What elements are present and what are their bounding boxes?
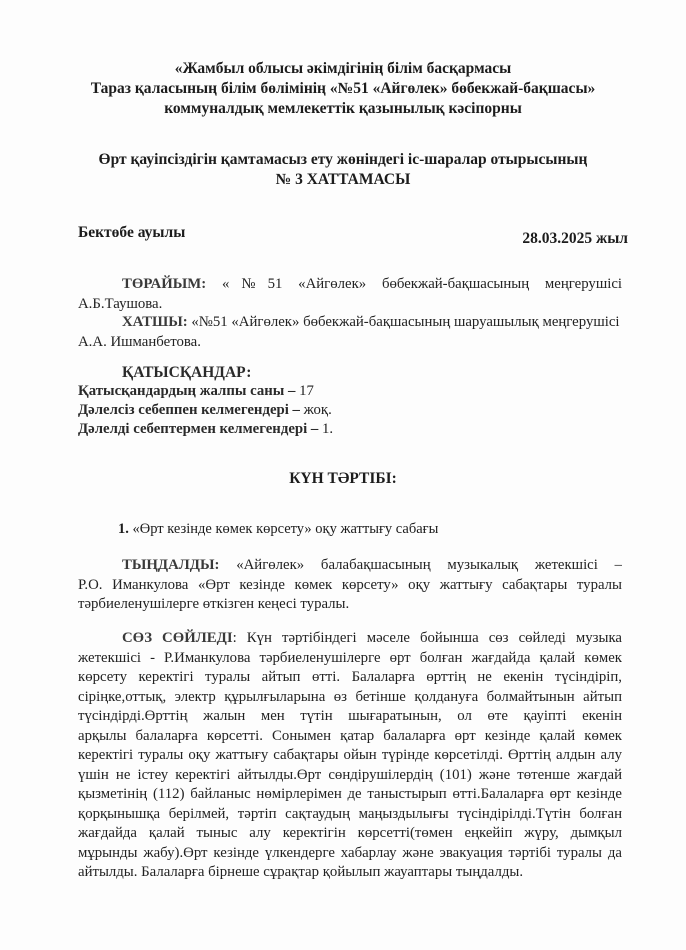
spoke-line: керектігі туралы оқу жаттығу сабақтары ойын түрінде көрсетілді. Өрттің алдын алу bbox=[78, 747, 622, 763]
listened-label: ТЫҢДАЛДЫ: bbox=[122, 557, 220, 573]
meeting-place: Бектөбе ауылы bbox=[78, 224, 186, 241]
spoke-line: жетекшісі - Р.Иманкулова тәрбиеленушілерге өрт болған жағдайда қалай көмек bbox=[78, 649, 622, 666]
listened-line-3: тәрбиеленушілерге өткізген кеңесі туралы. bbox=[78, 596, 350, 612]
chair-name: А.Б.Таушова. bbox=[78, 295, 163, 312]
secretary-role: «№51 «Айгөлек» бөбекжай-бақшасының шаруашылық меңгерушісі bbox=[191, 314, 620, 330]
attendees-heading: ҚАТЫСҚАНДАР: bbox=[122, 364, 252, 381]
spoke-line: айтылды. Балаларға бірнеше сұрақтар қойылып жауаптары тыңдалды. bbox=[78, 864, 524, 880]
listened-line-2: Р.О. Иманкулова «Өрт кезінде көмек көрсету» оқу жаттығу сабақтары туралы bbox=[78, 576, 622, 593]
agenda-item-1 bbox=[118, 521, 438, 538]
attendees-total-label: Қатысқандардың жалпы саны – bbox=[78, 383, 296, 399]
spoke-line-1 bbox=[78, 629, 622, 649]
spoke-section bbox=[78, 629, 622, 883]
chair-line-1 bbox=[78, 275, 622, 295]
spoke-line: мұрынды жабу).Өрт кезінде үлкендерге хабарлау және эвакуация тәртібі туралы да bbox=[78, 844, 622, 861]
secretary-section bbox=[78, 313, 622, 352]
chair-section bbox=[78, 275, 622, 314]
agenda-heading: КҮН ТӘРТІБІ: bbox=[289, 470, 397, 487]
org-name-line-1: «Жамбыл облысы әкімдігінің білім басқармасы bbox=[174, 60, 512, 77]
spoke-line: сіріңке,оттық, электр құрылғыларына өз бетінше қолдануға болмайтынын айтып bbox=[78, 688, 622, 705]
attendees-excused-value: 1. bbox=[322, 421, 334, 437]
listened-line-1-text: «Айгөлек» балабақшасының музыкалық жетекшісі – bbox=[236, 557, 622, 573]
attendees-unexcused-value: жоқ. bbox=[303, 402, 332, 418]
spoke-line: түсіндірді.Өрттің жалын мен түтін шығаратынын, ол өте қауіпті екенін bbox=[78, 708, 622, 724]
attendees-unexcused-label: Дәлелсіз себеппен келмегендері – bbox=[78, 402, 300, 418]
spoke-line: үшін не істеу керектігі айтылды.Өрт сөндірушілердің (101) және төтенше жағдай bbox=[78, 766, 622, 783]
spoke-line: арқылы балаларға көрсетті. Сонымен қатар балаларға өрт кезінде қалай көмек bbox=[78, 727, 622, 744]
attendees-excused-label: Дәлелді себептермен келмегендері – bbox=[78, 421, 319, 437]
spoke-line: көрсету керектігі туралы айтып өтті. Балаларға өрттің не екенін түсіндіріп, bbox=[78, 669, 622, 685]
chair-role: «№51 «Айгөлек» бөбекжай-бақшасының меңгерушісі bbox=[221, 276, 622, 292]
secretary-label: ХАТШЫ: bbox=[122, 314, 188, 330]
listened-line-1 bbox=[78, 556, 622, 576]
spoke-line: қорқынышқа берілмей, тәртіп сақтаудың маңыздылығы түсіндірілді.Түтін болған bbox=[78, 805, 622, 822]
attendees-unexcused bbox=[78, 402, 332, 419]
attendees-excused bbox=[78, 421, 333, 438]
document-title-line-2: № 3 ХАТТАМАСЫ bbox=[275, 171, 411, 188]
agenda-item-number: 1. bbox=[118, 521, 129, 537]
spoke-line: қызметінің (112) байланыс нөмірлерімен де таныстырып өтті.Балаларға өрт кезінде bbox=[78, 786, 622, 802]
listened-section bbox=[78, 556, 622, 615]
spoke-line: жағдайда қалай тыныс алу керектігін көрсетті(төмен еңкейіп жүру, дымқыл bbox=[78, 825, 622, 841]
spoke-label: СӨЗ СӨЙЛЕДІ bbox=[122, 630, 233, 646]
spoke-line-1-text: : Күн тәртібіндегі мәселе бойынша сөз сөйледі музыка bbox=[232, 630, 622, 646]
org-name-line-3: коммуналдық мемлекеттік қазынылық кәсіпорны bbox=[164, 100, 522, 117]
meeting-date: 28.03.2025 жыл bbox=[522, 230, 628, 247]
org-name-line-2: Тараз қаласының білім бөлімінің «№51 «Айгөлек» бөбекжай-бақшасы» bbox=[90, 80, 596, 97]
document-title-line-1: Өрт қауіпсіздігін қамтамасыз ету жөніндегі іс-шаралар отырысының bbox=[98, 151, 588, 168]
attendees-total bbox=[78, 383, 314, 400]
chair-label: ТӨРАЙЫМ: bbox=[122, 276, 207, 292]
secretary-line-1 bbox=[78, 313, 622, 333]
attendees-total-value: 17 bbox=[299, 383, 314, 399]
agenda-item-text: «Өрт кезінде көмек көрсету» оқу жаттығу сабағы bbox=[132, 521, 439, 537]
secretary-name: А.А. Ишманбетова. bbox=[78, 333, 201, 350]
